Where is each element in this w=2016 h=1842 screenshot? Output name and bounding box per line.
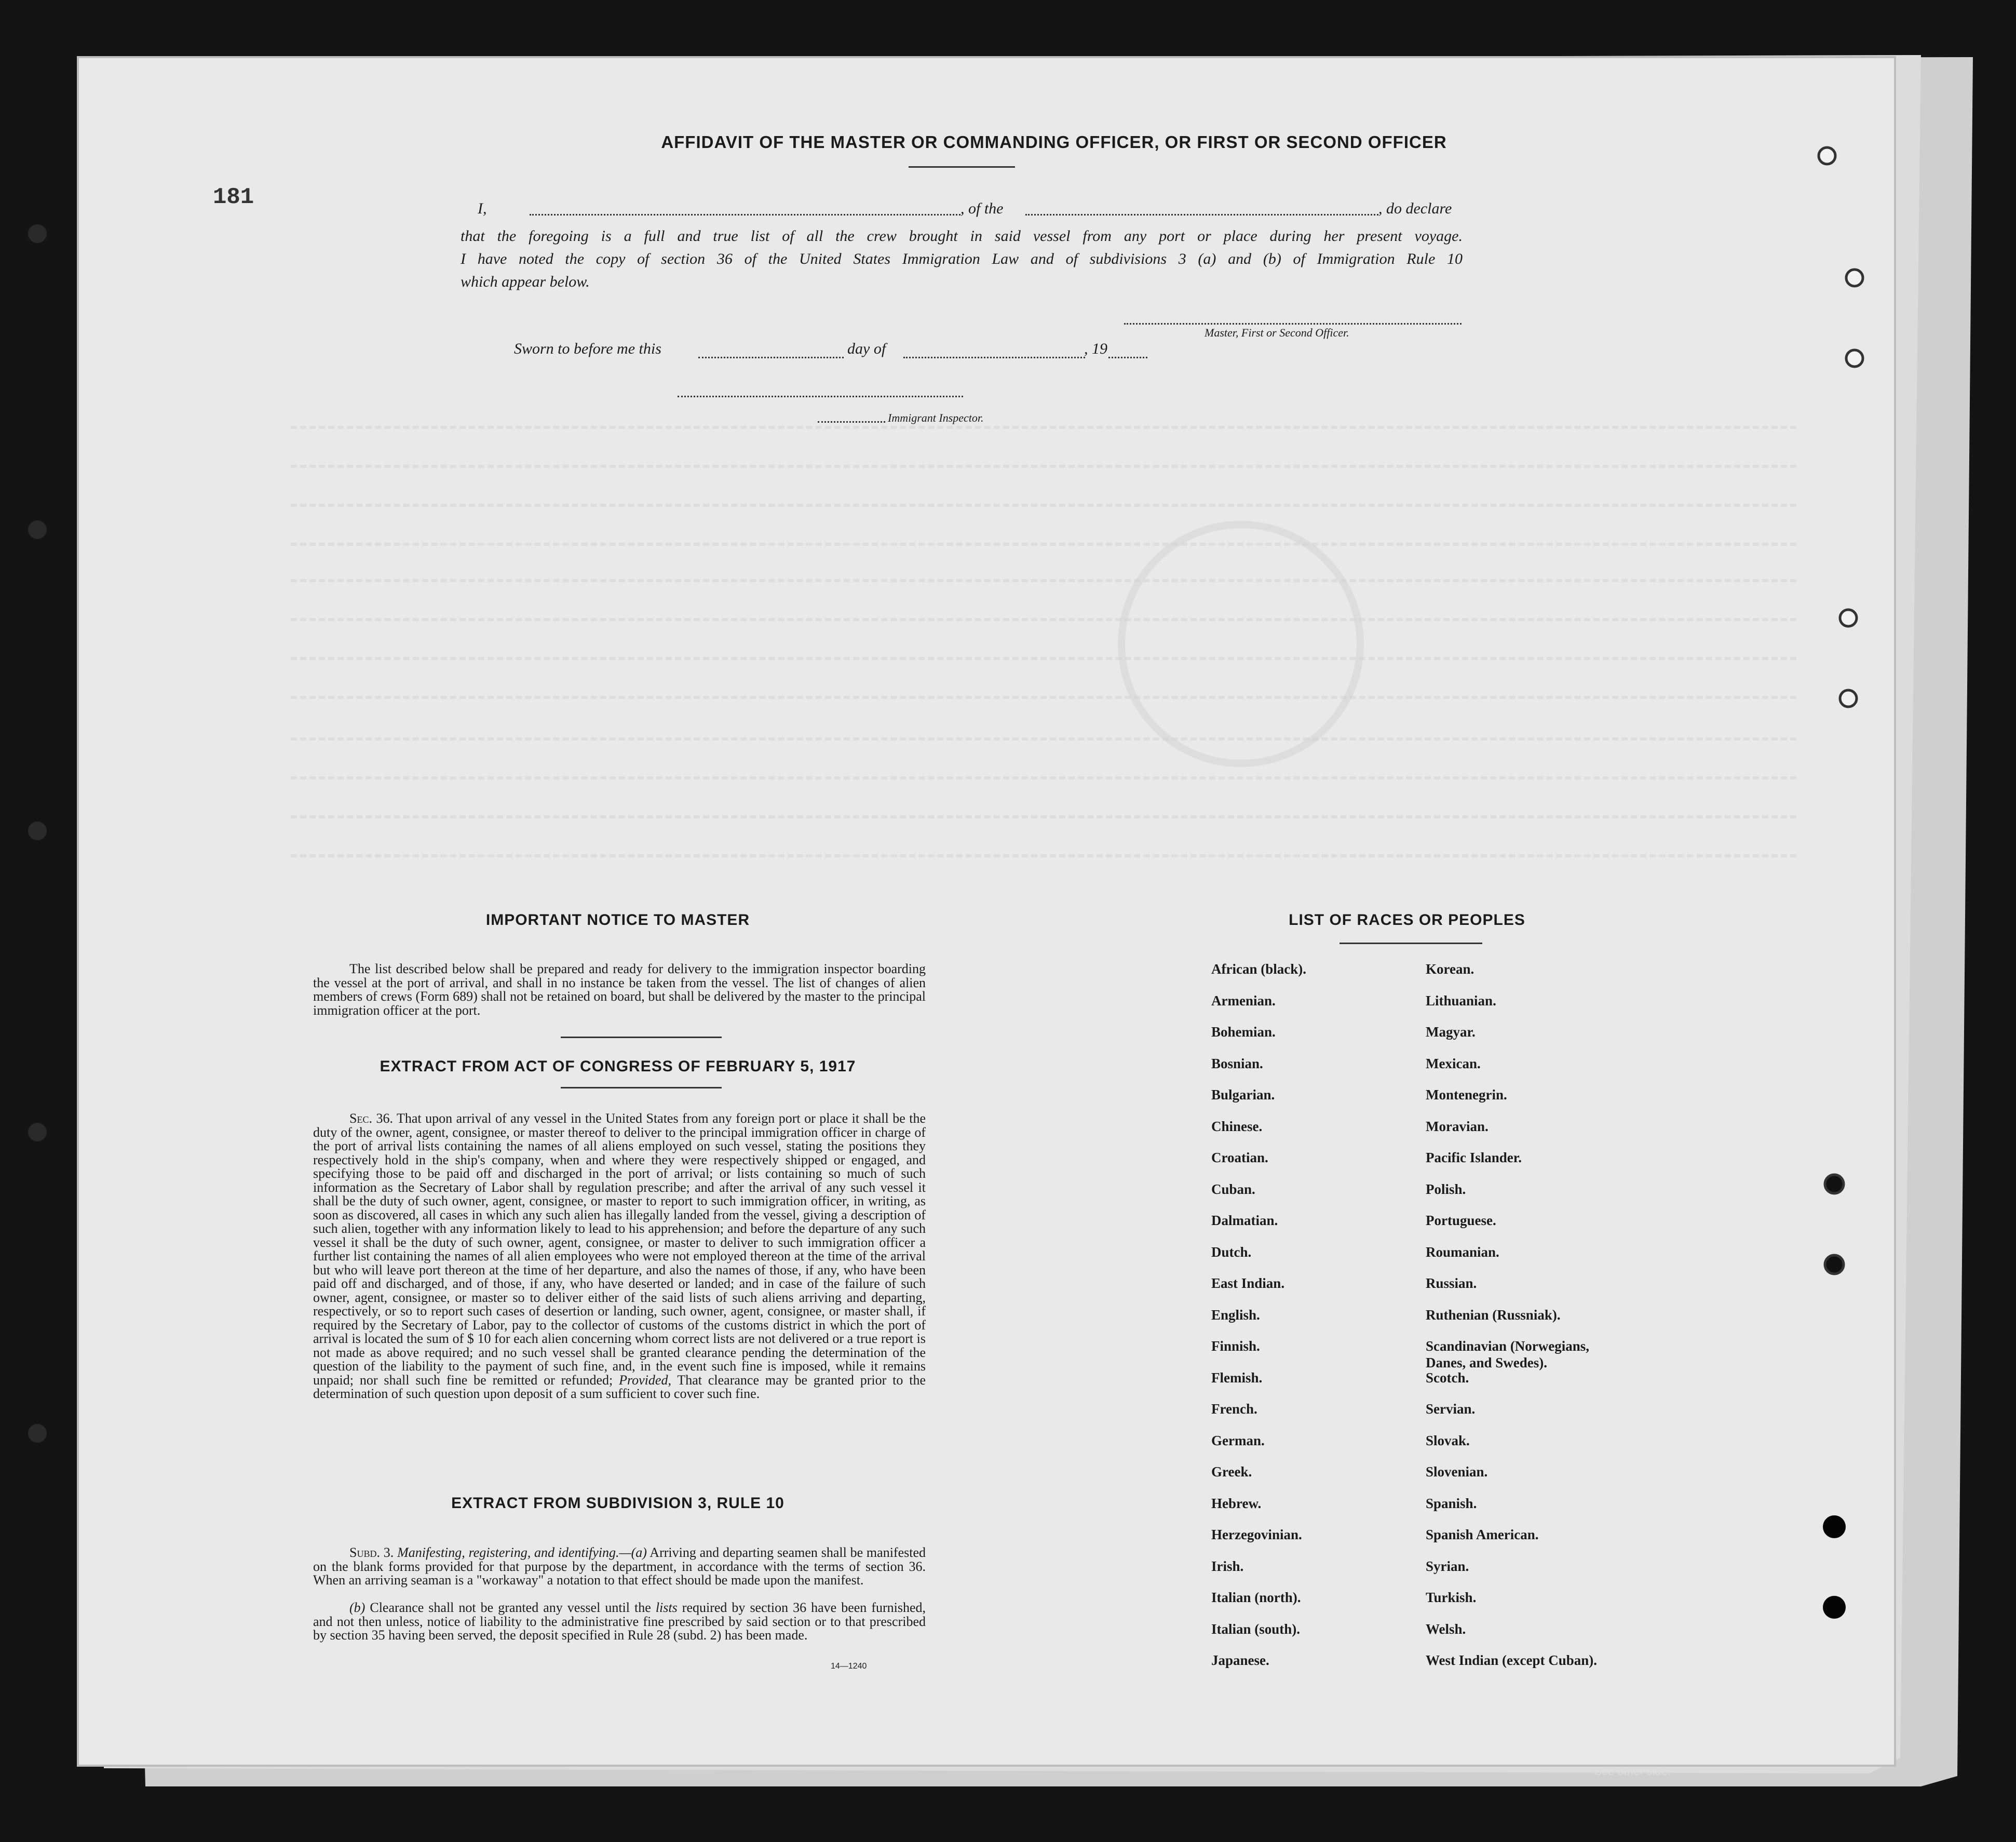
punch-hole-icon	[1825, 1255, 1844, 1274]
extract-act-title: EXTRACT FROM ACT OF CONGRESS OF FEBRUARY 5, 1917	[380, 1058, 856, 1075]
race-item: Cuban.	[1211, 1181, 1255, 1197]
race-item: Moravian.	[1426, 1118, 1489, 1134]
race-item: Finnish.	[1211, 1338, 1260, 1354]
binding-hole-icon	[28, 1123, 47, 1141]
top-left-handwritten-mark: 181	[213, 184, 254, 210]
punch-hole-icon	[1823, 1515, 1846, 1538]
race-item: Spanish.	[1426, 1495, 1477, 1511]
race-item: Japanese.	[1211, 1652, 1269, 1668]
races-title-rule	[1340, 943, 1482, 944]
binding-hole-icon	[28, 224, 47, 243]
punch-hole-icon	[1840, 610, 1857, 626]
extract-rule-title: EXTRACT FROM SUBDIVISION 3, RULE 10	[451, 1495, 784, 1512]
of-the-label: , of the	[960, 200, 1004, 217]
race-item: Welsh.	[1426, 1621, 1466, 1637]
race-item: Croatian.	[1211, 1150, 1268, 1165]
race-item: Montenegrin.	[1426, 1087, 1507, 1102]
master-signature-label: Master, First or Second Officer.	[1205, 326, 1349, 339]
race-item: Dalmatian.	[1211, 1213, 1278, 1228]
provided-label: Provided,	[619, 1372, 671, 1388]
notice-body: The list described below shall be prepared and ready for delivery to the immigration inspector boarding the vessel at the port of arrival, and shall in no instance be taken from the vessel. The list of changes of alien members of crews (Form 689) shall not be retained on board, but shall be delivered by the master to the principal immigration officer at the port.	[313, 961, 926, 1018]
sec-label: Sec. 36.	[349, 1111, 393, 1126]
declarant-name-field[interactable]	[530, 214, 960, 216]
race-item: Bosnian.	[1211, 1055, 1263, 1071]
binding-hole-icon	[28, 1424, 47, 1443]
punch-hole-icon	[1823, 1596, 1846, 1619]
sec-body-end: That clearance may be granted prior to the determination of such question upon deposit of a sum sufficient to cover such fine.	[313, 1372, 926, 1401]
inspector-signature-field[interactable]	[678, 396, 963, 397]
notice-title: IMPORTANT NOTICE TO MASTER	[485, 911, 750, 929]
race-item: Flemish.	[1211, 1369, 1263, 1386]
race-item: English.	[1211, 1307, 1260, 1323]
para-b-2: required by section 36 have been furnished, and not then unless, notice of liability to the administrative fine prescribed by said section or to that prescribed by section 35 having been served, the deposit specified in Rule 28 (subd. 2) has been made.	[313, 1600, 926, 1643]
race-item: Greek.	[1211, 1464, 1252, 1480]
race-item: Scotch.	[1426, 1369, 1469, 1386]
race-item: Roumanian.	[1426, 1244, 1499, 1260]
race-item: Ruthenian (Russniak).	[1426, 1307, 1561, 1323]
race-item: French.	[1211, 1401, 1257, 1417]
affidavit-line-2: that the foregoing is a full and true list of all the crew brought in said vessel from any port or place during her present voyage.	[461, 227, 1463, 245]
extract-rule-para-b	[313, 1601, 926, 1643]
para-b-lists: lists	[655, 1600, 678, 1615]
affidavit-line-3: I have noted the copy of section 36 of the United States Immigration Law and of subdivisions 3 (a) and (b) of Immigration Rule 10	[461, 250, 1463, 267]
bleed-through-row	[291, 543, 1796, 556]
bleed-through-row	[291, 426, 1796, 439]
do-declare-label: , do declare	[1378, 200, 1452, 217]
extract-act-rule	[561, 1087, 722, 1088]
vessel-name-field[interactable]	[1025, 214, 1378, 216]
binding-hole-icon	[28, 822, 47, 840]
race-item: Pacific Islander.	[1426, 1150, 1522, 1165]
race-item: Syrian.	[1426, 1558, 1469, 1574]
race-item: Scandinavian (Norwegians, Danes, and Swedes).	[1426, 1338, 1590, 1370]
race-item: German.	[1211, 1432, 1265, 1448]
punch-hole-icon	[1819, 147, 1835, 164]
binding-hole-icon	[28, 520, 47, 539]
bleed-through-row	[291, 776, 1796, 790]
affidavit-title-rule	[909, 166, 1015, 168]
year-label: , 19	[1084, 340, 1107, 357]
extract-act-body	[313, 1112, 926, 1401]
subd-label: Subd. 3.	[349, 1545, 394, 1560]
sworn-day-field[interactable]	[698, 357, 844, 358]
race-item: Bohemian.	[1211, 1024, 1276, 1040]
punch-hole-icon	[1846, 270, 1863, 286]
form-number: 14—1240	[831, 1662, 867, 1671]
race-item: Irish.	[1211, 1558, 1244, 1574]
inspector-prefix-field[interactable]	[818, 421, 885, 423]
punch-hole-icon	[1840, 690, 1857, 707]
race-item: East Indian.	[1211, 1275, 1285, 1291]
race-item: Magyar.	[1426, 1024, 1476, 1040]
race-item: Italian (north).	[1211, 1590, 1301, 1605]
race-item: Armenian.	[1211, 992, 1276, 1009]
sec-body: That upon arrival of any vessel in the United States from any foreign port or place it shall be the duty of the owner, agent, consignee, or master thereof to deliver to the principal immigration officer in charge of the port of arrival lists containing the names of all aliens employed on such vessel, stating the positions they respectively hold in the ship's company, when and where they were respectively shipped or engaged, and specifying those to be paid off and discharged in the port of arrival; or lists containing so much of such information as the Secretary of Labor shall by regulation prescribe; and after the arrival of any such vessel it shall be the duty of such owner, agent, consignee, or master to report to such immigration officer, in writing, as soon as discovered, all cases in which any such alien has illegally landed from the vessel, giving a description of such alien, together with any information likely to lead to his apprehension; and before the departure of any such vessel it shall be the duty of such owner, agent, consignee, or master to deliver to such immigration officer a further list containing the names of all alien employees who were not employed thereon at the time of the arrival but who will leave port thereon at the time of her departure, and also the names of those, if any, who have been paid off and discharged, and of those, if any, who have deserted or landed; and in case of the failure of such owner, agent, consignee, or master so to deliver either of the said lists of such aliens arriving and departing, respectively, or so to report such cases of desertion or landing, such owner, agent, consignee, or master shall, if required by the Secretary of Labor, pay to the collector of customs of the customs district in which the port of arrival is located the sum of $ 10 for each alien concerning whom correct lists are not delivered or a true report is not made as above required; and no such vessel shall be granted clearance pending the determination of the question of the liability to the payment of such fine, and, in the event such fine is imposed, while it remains unpaid; nor shall such fine be remitted or refunded;	[313, 1111, 926, 1388]
races-title: LIST OF RACES OR PEOPLES	[1289, 911, 1525, 929]
race-item: Korean.	[1426, 961, 1474, 977]
sworn-label: Sworn to before me this	[514, 340, 661, 357]
race-item: Hebrew.	[1211, 1495, 1262, 1511]
race-item: Slovenian.	[1426, 1464, 1488, 1480]
b-label: (b)	[349, 1600, 366, 1615]
master-signature-field[interactable]	[1124, 323, 1462, 325]
race-item: Mexican.	[1426, 1055, 1481, 1071]
affidavit-line-4: which appear below.	[461, 273, 590, 290]
race-item: Spanish American.	[1426, 1527, 1539, 1542]
bottom-edge-text: See other side.	[1594, 1765, 1671, 1778]
race-item: West Indian (except Cuban).	[1426, 1652, 1598, 1668]
races-left-column	[1211, 961, 1419, 1684]
para-b-1: Clearance shall not be granted any vessel until the	[370, 1600, 651, 1615]
i-label: I,	[478, 200, 487, 217]
bleed-through-row	[291, 618, 1796, 631]
subd-heading: Manifesting, registering, and identifying.—(a)	[397, 1545, 647, 1560]
bleed-through-row	[291, 854, 1796, 868]
affidavit-title: AFFIDAVIT OF THE MASTER OR COMMANDING OFFICER, OR FIRST OR SECOND OFFICER	[661, 132, 1447, 152]
sworn-year-field[interactable]	[1108, 357, 1147, 358]
bleed-through-row	[291, 465, 1796, 478]
race-item: Portuguese.	[1426, 1213, 1496, 1228]
races-right-column	[1426, 961, 1628, 1684]
punch-hole-icon	[1825, 1175, 1844, 1193]
race-item: Chinese.	[1211, 1118, 1263, 1134]
race-item: Polish.	[1426, 1181, 1466, 1197]
punch-hole-icon	[1846, 350, 1863, 367]
inspector-label: Immigrant Inspector.	[888, 411, 984, 424]
bleed-through-row	[291, 737, 1796, 751]
subd-para-a: Arriving and departing seamen shall be manifested on the blank forms provided for that purpose by the department, in accordance with the terms of section 36. When an arriving seaman is a "workaway" a notation to that effect should be made upon the manifest.	[313, 1545, 926, 1588]
day-of-label: day of	[847, 340, 886, 357]
sworn-month-field[interactable]	[903, 357, 1085, 358]
race-item: Herzegovinian.	[1211, 1527, 1302, 1542]
bleed-through-row	[291, 657, 1796, 670]
bleed-through-row	[291, 579, 1796, 593]
race-item: Turkish.	[1426, 1590, 1477, 1605]
race-item: Servian.	[1426, 1401, 1476, 1417]
bleed-through-row	[291, 696, 1796, 709]
bleed-through-row	[291, 815, 1796, 829]
bleed-through-row	[291, 504, 1796, 517]
race-item: Dutch.	[1211, 1244, 1252, 1260]
race-item: Lithuanian.	[1426, 992, 1496, 1009]
race-item: Italian (south).	[1211, 1621, 1301, 1637]
race-item: Slovak.	[1426, 1432, 1470, 1448]
notice-rule	[561, 1037, 722, 1038]
race-item: African (black).	[1211, 961, 1306, 977]
race-item: Russian.	[1426, 1275, 1477, 1291]
race-item: Bulgarian.	[1211, 1087, 1275, 1102]
extract-rule-para-a	[313, 1546, 926, 1588]
